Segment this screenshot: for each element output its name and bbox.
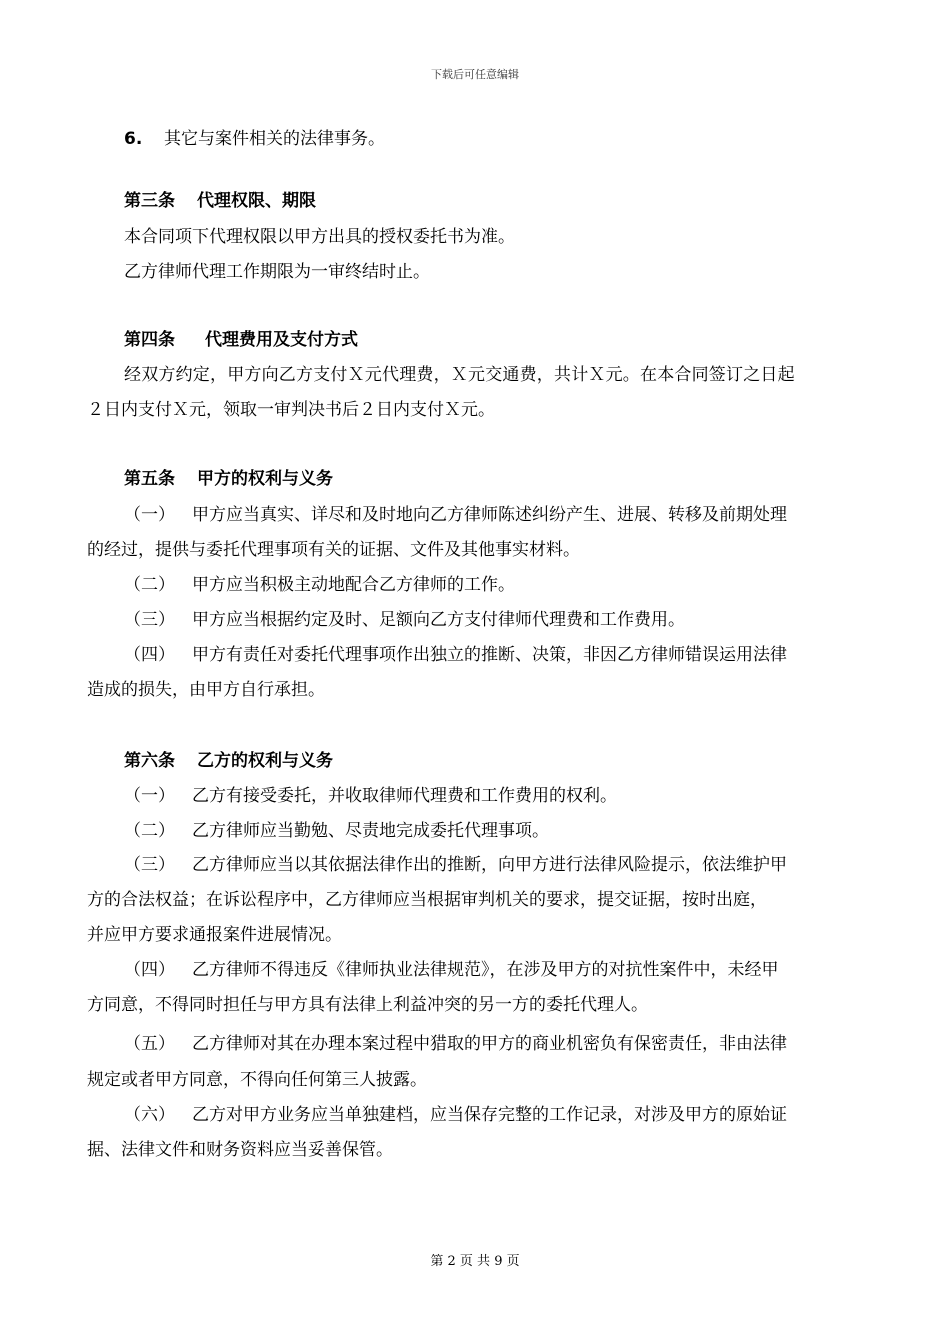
item-marker: （一） — [124, 505, 175, 525]
article-6-item-3-line-3: 并应甲方要求通报案件进展情况。 — [87, 925, 342, 945]
article-4-title: 代理费用及支付方式 — [205, 330, 358, 350]
article-3-heading — [124, 189, 316, 213]
article-3-number: 第三条 — [124, 191, 175, 211]
article-5-item-2 — [124, 573, 515, 597]
article-6-number: 第六条 — [124, 751, 175, 771]
article-4-heading — [124, 328, 358, 352]
item-marker: （四） — [124, 960, 175, 980]
item-text: 甲方有责任对委托代理事项作出独立的推断、决策，非因乙方律师错误运用法律 — [192, 645, 787, 665]
item-text: 乙方对甲方业务应当单独建档，应当保存完整的工作记录，对涉及甲方的原始证 — [192, 1105, 787, 1125]
item-marker: （三） — [124, 855, 175, 875]
item-marker: （四） — [124, 645, 175, 665]
article-6-heading — [124, 749, 333, 773]
article-4-paragraph-line-2: ２日内支付Ｘ元，领取一审判决书后２日内支付Ｘ元。 — [87, 400, 495, 420]
article-6-item-2 — [124, 819, 549, 843]
article-5-item-4-line-2: 造成的损失，由甲方自行承担。 — [87, 680, 325, 700]
article-5-title: 甲方的权利与义务 — [197, 469, 333, 489]
item-marker: （一） — [124, 786, 175, 806]
item-text: 甲方应当根据约定及时、足额向乙方支付律师代理费和工作费用。 — [192, 610, 685, 630]
article-6-item-4-line-1 — [124, 958, 779, 982]
item-marker: （六） — [124, 1105, 175, 1125]
article-5-number: 第五条 — [124, 469, 175, 489]
article-5-item-1-line-2: 的经过，提供与委托代理事项有关的证据、文件及其他事实材料。 — [87, 540, 580, 560]
item-marker: （五） — [124, 1034, 175, 1054]
item-marker: （二） — [124, 575, 175, 595]
article-5-item-1-line-1 — [124, 503, 787, 527]
article-5-item-4-line-1 — [124, 643, 787, 667]
article-6-item-1 — [124, 784, 617, 808]
article-5-heading — [124, 467, 333, 491]
page-header: 下载后可任意编辑 — [431, 68, 519, 81]
article-6-item-5-line-1 — [124, 1032, 787, 1056]
article-6-item-4-line-2: 方同意，不得同时担任与甲方具有法律上利益冲突的另一方的委托代理人。 — [87, 995, 648, 1015]
item-marker: （二） — [124, 821, 175, 841]
article-6-item-3-line-2: 方的合法权益；在诉讼程序中，乙方律师应当根据审判机关的要求，提交证据，按时出庭， — [87, 890, 767, 910]
article-6-item-6-line-2: 据、法律文件和财务资料应当妥善保管。 — [87, 1140, 393, 1160]
page-footer: 第 2 页 共 9 页 — [430, 1254, 520, 1269]
article-6-title: 乙方的权利与义务 — [197, 751, 333, 771]
item-marker: （三） — [124, 610, 175, 630]
list-item-number: 6. — [124, 129, 143, 149]
article-6-item-3-line-1 — [124, 853, 787, 877]
item-text: 甲方应当真实、详尽和及时地向乙方律师陈述纠纷产生、进展、转移及前期处理 — [192, 505, 787, 525]
article-5-item-3 — [124, 608, 685, 632]
item-text: 乙方律师不得违反《律师执业法律规范》，在涉及甲方的对抗性案件中，未经甲 — [192, 960, 779, 980]
article-4-number: 第四条 — [124, 330, 175, 350]
item-text: 乙方律师应当勤勉、尽责地完成委托代理事项。 — [192, 821, 549, 841]
item-text: 甲方应当积极主动地配合乙方律师的工作。 — [192, 575, 515, 595]
article-3-paragraph-2: 乙方律师代理工作期限为一审终结时止。 — [124, 262, 430, 282]
article-4-paragraph-line-1: 经双方约定，甲方向乙方支付Ｘ元代理费，Ｘ元交通费，共计Ｘ元。在本合同签订之日起 — [124, 365, 795, 385]
article-3-paragraph-1: 本合同项下代理权限以甲方出具的授权委托书为准。 — [124, 227, 515, 247]
item-text: 乙方律师对其在办理本案过程中猎取的甲方的商业机密负有保密责任，非由法律 — [192, 1034, 787, 1054]
list-item-text: 其它与案件相关的法律事务。 — [164, 129, 385, 149]
article-6-item-6-line-1 — [124, 1103, 787, 1127]
article-6-item-5-line-2: 规定或者甲方同意，不得向任何第三人披露。 — [87, 1070, 427, 1090]
item-text: 乙方律师应当以其依据法律作出的推断，向甲方进行法律风险提示，依法维护甲 — [192, 855, 787, 875]
item-text: 乙方有接受委托，并收取律师代理费和工作费用的权利。 — [192, 786, 617, 806]
list-item-6 — [124, 127, 385, 151]
article-3-title: 代理权限、期限 — [197, 191, 316, 211]
